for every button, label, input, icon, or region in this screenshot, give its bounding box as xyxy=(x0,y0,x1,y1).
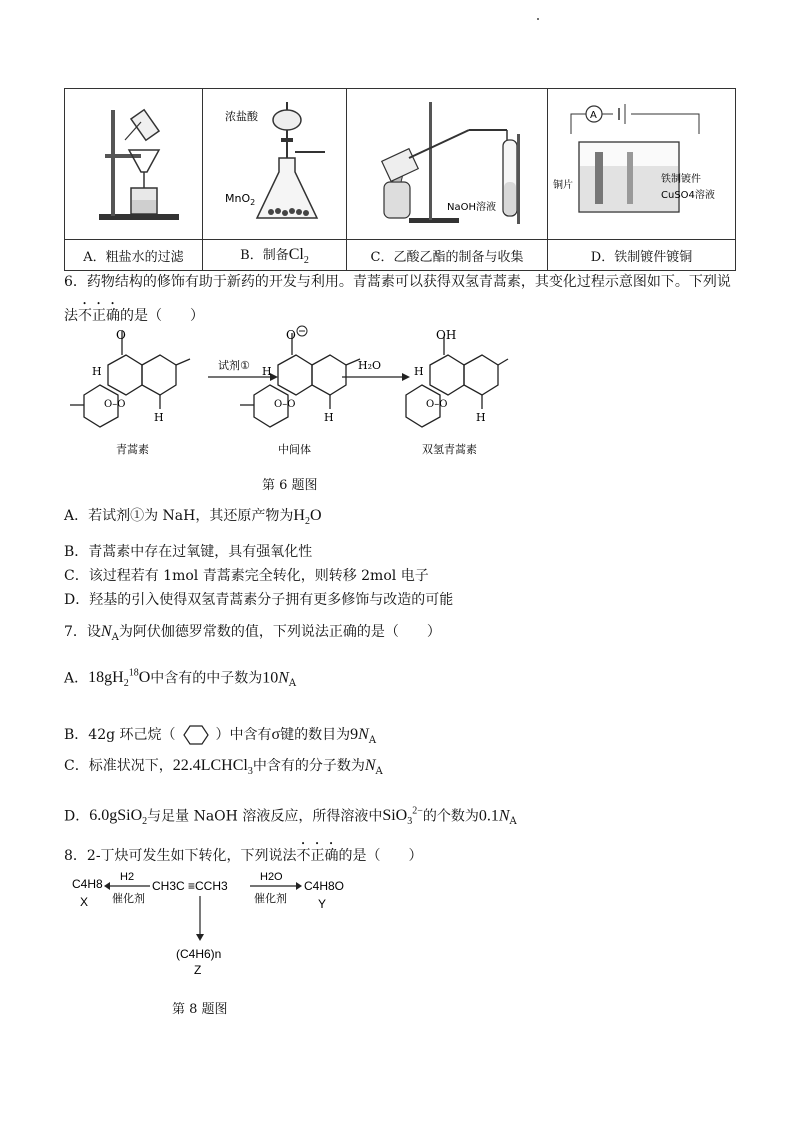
oh-label: OH xyxy=(436,328,457,342)
z-formula: (C4H6)n xyxy=(176,947,222,961)
q6-stem-line2: 法不正确的是（ ） xyxy=(64,308,204,324)
catalyst-right: 催化剂 xyxy=(254,892,287,905)
q6-option-a: A．若试剂①为 NaH，其还原产物为$H_2O$ xyxy=(64,507,322,528)
caption-d: D．铁制镀件镀铜 xyxy=(548,240,736,271)
h-label-4: H xyxy=(324,411,334,424)
h-label-1: H xyxy=(92,365,102,378)
chlorine-generator-drawing xyxy=(205,90,345,235)
label-iron-part: 铁制镀件 xyxy=(661,173,701,185)
caption-b: B．制备$Cl_2$ xyxy=(203,240,347,271)
option-d-figure xyxy=(548,89,736,240)
peroxide-label-1: O–O xyxy=(104,399,126,410)
q6-option-c: C．该过程若有 1mol 青蒿素完全转化，则转移 2mol 电子 xyxy=(64,568,429,584)
h-label-2: H xyxy=(154,411,164,424)
q7-option-b: B．42g 环己烷（ ）中含有σ键的数目为$9N_A$ xyxy=(64,726,377,746)
option-b-figure xyxy=(203,89,347,240)
q6-reaction-scheme xyxy=(70,325,510,455)
peroxide-label-2: O–O xyxy=(274,399,296,410)
h2o-reagent: H2O xyxy=(260,871,283,883)
name-dihydroartemisinin: 双氢青蒿素 xyxy=(422,443,477,455)
label-conc-hcl: 浓盐酸 xyxy=(224,109,258,123)
y-formula: C4H8O xyxy=(304,879,345,893)
ammeter-label: A xyxy=(590,109,597,121)
cyclohexane-icon xyxy=(176,724,216,746)
z-label: Z xyxy=(194,963,202,977)
caption-a: A．粗盐水的过滤 xyxy=(65,240,203,271)
electroplating-drawing xyxy=(549,90,734,235)
stray-dot xyxy=(537,18,539,20)
catalyst-left: 催化剂 xyxy=(112,892,145,905)
h-label-5: H xyxy=(414,365,424,378)
q5-options-table xyxy=(64,88,736,271)
h2-reagent: H2 xyxy=(120,871,135,883)
label-naoh-solution: NaOH溶液 xyxy=(447,201,496,213)
q7-option-c: C．标准状况下，22.4LCHCl$_3$中含有的分子数为$N_A$ xyxy=(64,757,383,778)
caption-c: C．乙酸乙酯的制备与收集 xyxy=(347,240,548,271)
label-mno2: MnO$_2$ xyxy=(224,191,255,207)
dihydroartemisinin-structure xyxy=(406,337,508,427)
reagent-label: 试剂① xyxy=(218,359,250,372)
x-formula: C4H8 xyxy=(72,877,103,891)
center-formula: CH3C ≡CCH3 xyxy=(152,879,228,893)
artemisinin-structure xyxy=(70,331,190,427)
q7-stem: 7．设$N_A$为阿伏伽德罗常数的值，下列说法正确的是（ ） xyxy=(64,623,441,643)
h-label-6: H xyxy=(476,411,486,424)
label-cuso4: CuSO4溶液 xyxy=(661,189,715,201)
q8-reaction-scheme xyxy=(64,866,424,978)
peroxide-label-3: O–O xyxy=(426,399,448,410)
q8-figure-caption: 第 8 题图 xyxy=(172,1002,228,1017)
q8-stem: 8．2-丁炔可发生如下转化，下列说法不正确的是（ ） xyxy=(64,848,423,864)
label-copper-sheet: 铜片 xyxy=(553,179,573,191)
q7-option-d: D．6.0gSiO$_2$与足量 NaOH 溶液反应，所得溶液中SiO$_3^{2-}$的个数为$0.1N_A$ xyxy=(64,806,517,828)
q6-figure-caption: 第 6 题图 xyxy=(262,478,318,493)
carbonyl-o: O xyxy=(116,328,126,342)
x-label: X xyxy=(80,895,89,909)
y-label: Y xyxy=(318,897,327,911)
option-c-figure xyxy=(347,89,548,240)
intermediate-structure xyxy=(240,333,360,427)
h-label-3: H xyxy=(262,365,272,378)
ester-apparatus-drawing xyxy=(349,90,545,235)
q6-option-d: D．羟基的引入使得双氢青蒿素分子拥有更多修饰与改造的可能 xyxy=(64,592,454,608)
name-artemisinin: 青蒿素 xyxy=(116,443,149,455)
option-a-figure xyxy=(65,89,203,240)
water-label: H₂O xyxy=(358,359,382,372)
q7-option-a: A．$18gH_2^{18}O$中含有的中子数为$10N_A$ xyxy=(64,668,297,690)
oxide-o: O xyxy=(286,328,296,342)
q6-stem-line1: 6．药物结构的修饰有助于新药的开发与利用。青蒿素可以获得双氢青蒿素，其变化过程示意图如下。下列说 xyxy=(64,274,731,290)
filtration-apparatus-drawing xyxy=(69,92,199,232)
name-intermediate: 中间体 xyxy=(278,443,311,455)
q6-option-b: B．青蒿素中存在过氧键，具有强氧化性 xyxy=(64,544,313,560)
